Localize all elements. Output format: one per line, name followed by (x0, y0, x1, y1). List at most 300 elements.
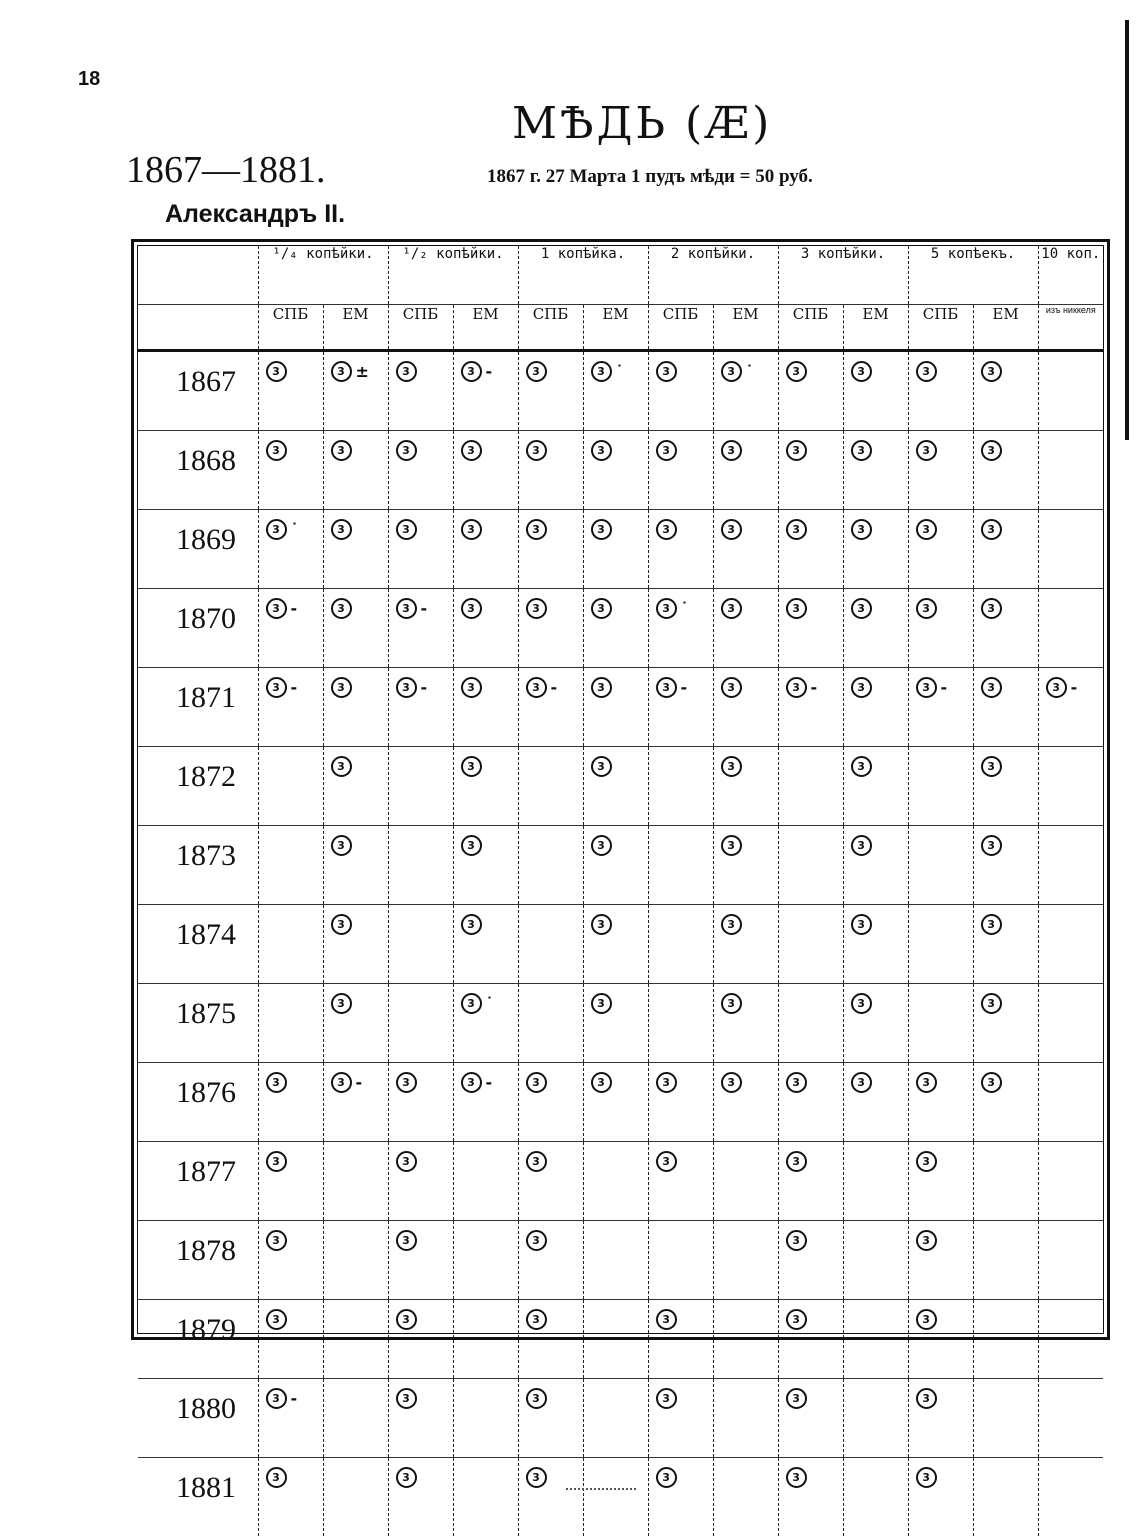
rarity-mark (981, 914, 1002, 935)
rarity-mark (591, 756, 612, 777)
rarity-mark (396, 440, 417, 461)
rarity-circle: 3 (331, 677, 352, 698)
table-cell (908, 1300, 973, 1379)
rarity-mark (461, 677, 482, 698)
mint-header: СПБ (518, 305, 583, 351)
table-cell (453, 984, 518, 1063)
rarity-circle: 3 (916, 1230, 937, 1251)
table-cell (518, 984, 583, 1063)
table-cell (908, 1142, 973, 1221)
rarity-circle: 3 (526, 440, 547, 461)
rarity-mark (266, 598, 298, 619)
table-cell (388, 1300, 453, 1379)
table-cell (388, 1458, 453, 1536)
rarity-mark (786, 1388, 807, 1409)
rarity-mark (656, 1467, 677, 1488)
rarity-circle: 3 (331, 519, 352, 540)
rarity-circle: 3 (591, 993, 612, 1014)
rarity-suffix: - (421, 599, 428, 618)
rarity-mark (786, 519, 807, 540)
mint-corner (138, 305, 258, 351)
table-cell (1038, 1379, 1103, 1458)
rarity-mark (851, 440, 872, 461)
table-cell (323, 747, 388, 826)
table-cell (908, 668, 973, 747)
rarity-circle: 3 (721, 677, 742, 698)
table-cell (323, 905, 388, 984)
rarity-mark (916, 1388, 937, 1409)
rarity-circle: 3 (656, 677, 677, 698)
table-cell (453, 351, 518, 431)
mint-header: ЕМ (583, 305, 648, 351)
rarity-mark (851, 835, 872, 856)
denomination-header: 3 копѣйки. (778, 246, 908, 305)
table-cell (453, 747, 518, 826)
table-cell (713, 431, 778, 510)
rarity-mark (461, 1072, 493, 1093)
rarity-circle: 3 (656, 1072, 677, 1093)
rarity-mark (591, 835, 612, 856)
table-cell (778, 1142, 843, 1221)
table-cell (648, 747, 713, 826)
rarity-circle: 3 (981, 440, 1002, 461)
rarity-circle: 3 (786, 598, 807, 619)
rarity-mark (851, 993, 872, 1014)
page-number: 18 (78, 68, 100, 91)
rarity-mark (396, 677, 428, 698)
rarity-mark (331, 677, 352, 698)
rarity-mark (786, 1467, 807, 1488)
rarity-mark (786, 1072, 807, 1093)
rarity-circle: 3 (526, 598, 547, 619)
table-cell (908, 1458, 973, 1536)
rarity-mark (396, 1072, 417, 1093)
table-cell (323, 1063, 388, 1142)
rarity-circle: 3 (396, 598, 417, 619)
rarity-circle: 3 (266, 1072, 287, 1093)
rarity-mark (266, 440, 287, 461)
table-cell (388, 1142, 453, 1221)
rarity-circle: 3 (916, 598, 937, 619)
table-cell (648, 510, 713, 589)
rarity-suffix: ˙ (746, 362, 754, 381)
rarity-circle: 3 (721, 519, 742, 540)
table-cell (453, 1379, 518, 1458)
table-cell (583, 1221, 648, 1300)
table-cell (453, 1221, 518, 1300)
rarity-mark (461, 440, 482, 461)
table-cell (583, 351, 648, 431)
rarity-mark (331, 440, 352, 461)
table-cell (843, 1458, 908, 1536)
mint-header: СПБ (648, 305, 713, 351)
denomination-header-row (138, 246, 1103, 305)
rarity-mark (396, 1151, 417, 1172)
rarity-mark (656, 1309, 677, 1330)
table-cell (713, 826, 778, 905)
rarity-circle: 3 (461, 519, 482, 540)
table-cell (648, 984, 713, 1063)
table-cell (648, 668, 713, 747)
rarity-circle: 3 (266, 677, 287, 698)
table-cell (973, 1063, 1038, 1142)
rarity-circle: 3 (461, 756, 482, 777)
rarity-circle: 3 (721, 1072, 742, 1093)
table-cell (323, 984, 388, 1063)
rarity-circle: 3 (786, 440, 807, 461)
rarity-circle: 3 (461, 993, 482, 1014)
table-row (138, 510, 1103, 589)
rarity-mark (656, 1151, 677, 1172)
rarity-mark (331, 835, 352, 856)
rarity-circle: 3 (331, 993, 352, 1014)
table-row (138, 747, 1103, 826)
table-cell (583, 510, 648, 589)
rarity-circle: 3 (786, 361, 807, 382)
table-cell (973, 905, 1038, 984)
table-cell (453, 589, 518, 668)
table-cell (388, 747, 453, 826)
table-cell (453, 1063, 518, 1142)
rarity-mark (851, 1072, 872, 1093)
table-cell (258, 351, 323, 431)
rarity-mark (981, 519, 1002, 540)
table-cell (518, 747, 583, 826)
rarity-suffix: - (811, 678, 818, 697)
table-cell (258, 1300, 323, 1379)
table-cell (713, 1063, 778, 1142)
rarity-circle: 3 (786, 1151, 807, 1172)
table-cell (583, 905, 648, 984)
table-cell (648, 1221, 713, 1300)
rarity-circle: 3 (266, 361, 287, 382)
table-cell (453, 905, 518, 984)
rarity-suffix: - (291, 599, 298, 618)
table-cell (323, 1458, 388, 1536)
rarity-circle: 3 (916, 1151, 937, 1172)
rarity-suffix: - (291, 678, 298, 697)
rarity-circle: 3 (331, 914, 352, 935)
table-cell (778, 1458, 843, 1536)
table-cell (388, 351, 453, 431)
rarity-suffix: ˙ (681, 599, 689, 618)
mint-header-row (138, 305, 1103, 351)
table-cell (388, 905, 453, 984)
year-cell: 1870 (138, 589, 258, 668)
table-cell (388, 1063, 453, 1142)
year-cell: 1878 (138, 1221, 258, 1300)
mint-header: СПБ (778, 305, 843, 351)
year-cell: 1881 (138, 1458, 258, 1536)
table-cell (973, 747, 1038, 826)
rarity-mark (916, 519, 937, 540)
rarity-mark (721, 440, 742, 461)
denomination-header: 5 копѣекъ. (908, 246, 1038, 305)
table-cell (323, 431, 388, 510)
table-cell (973, 1300, 1038, 1379)
rarity-circle: 3 (656, 1309, 677, 1330)
table-cell (778, 984, 843, 1063)
rarity-circle: 3 (981, 361, 1002, 382)
rarity-circle: 3 (526, 361, 547, 382)
table-cell (1038, 668, 1103, 747)
rarity-circle: 3 (656, 1467, 677, 1488)
table-cell (518, 826, 583, 905)
table-cell (648, 826, 713, 905)
rarity-mark (396, 1388, 417, 1409)
rarity-mark (461, 835, 482, 856)
table-cell (973, 668, 1038, 747)
table-cell (713, 984, 778, 1063)
rarity-mark (786, 440, 807, 461)
rarity-circle: 3 (786, 677, 807, 698)
table-cell (518, 1063, 583, 1142)
mint-header: ЕМ (453, 305, 518, 351)
table-cell (323, 668, 388, 747)
table-cell (843, 1142, 908, 1221)
table-cell (453, 1458, 518, 1536)
page-title: МѢДЬ (Æ) (512, 98, 772, 149)
rarity-mark (526, 361, 547, 382)
rarity-mark (526, 1467, 547, 1488)
table-cell (258, 431, 323, 510)
year-range: 1867—1881. (126, 148, 326, 192)
table-cell (1038, 1142, 1103, 1221)
rarity-mark (916, 677, 948, 698)
table-cell (583, 1063, 648, 1142)
ruler-name: Александръ II. (165, 200, 345, 229)
rarity-circle: 3 (591, 756, 612, 777)
rarity-circle: 3 (916, 1072, 937, 1093)
rarity-circle: 3 (461, 440, 482, 461)
denomination-header: 1 копѣйка. (518, 246, 648, 305)
table-cell (583, 1458, 648, 1536)
rarity-circle: 3 (591, 914, 612, 935)
table-cell (778, 510, 843, 589)
rarity-mark (461, 914, 482, 935)
table-cell (1038, 984, 1103, 1063)
denomination-header: 2 копѣйки. (648, 246, 778, 305)
table-cell (323, 351, 388, 431)
table-cell (778, 351, 843, 431)
table-cell (843, 1221, 908, 1300)
rarity-mark (591, 914, 612, 935)
table-cell (973, 1221, 1038, 1300)
rarity-circle: 3 (656, 519, 677, 540)
rarity-circle: 3 (396, 1151, 417, 1172)
rarity-circle: 3 (591, 361, 612, 382)
rarity-circle: 3 (981, 835, 1002, 856)
rarity-circle: 3 (266, 1230, 287, 1251)
rarity-mark (526, 1151, 547, 1172)
rarity-circle: 3 (396, 1230, 417, 1251)
table-cell (778, 905, 843, 984)
rarity-mark (721, 835, 742, 856)
rarity-mark (916, 1230, 937, 1251)
table-cell (843, 1379, 908, 1458)
rarity-circle: 3 (591, 677, 612, 698)
rarity-mark (851, 756, 872, 777)
table-cell (973, 1379, 1038, 1458)
rarity-circle: 3 (721, 361, 742, 382)
rarity-suffix: - (421, 678, 428, 697)
rarity-mark (916, 440, 937, 461)
rarity-mark (981, 756, 1002, 777)
year-cell: 1880 (138, 1379, 258, 1458)
rarity-mark (461, 993, 494, 1014)
rarity-mark (656, 598, 689, 619)
mint-header: ЕМ (323, 305, 388, 351)
table-row (138, 1221, 1103, 1300)
table-cell (648, 351, 713, 431)
table-cell (778, 1379, 843, 1458)
rarity-mark (591, 1072, 612, 1093)
table-cell (323, 1379, 388, 1458)
table-cell (518, 589, 583, 668)
rarity-mark (981, 835, 1002, 856)
table-cell (973, 589, 1038, 668)
denomination-header: ¹/₂ копѣйки. (388, 246, 518, 305)
table-cell (778, 1063, 843, 1142)
rarity-mark (981, 1072, 1002, 1093)
rarity-suffix: ˙ (616, 362, 624, 381)
rarity-circle: 3 (396, 1388, 417, 1409)
table-cell (258, 984, 323, 1063)
rarity-circle: 3 (526, 1467, 547, 1488)
rarity-mark (526, 677, 558, 698)
table-row (138, 826, 1103, 905)
table-cell (778, 826, 843, 905)
table-cell (648, 1458, 713, 1536)
rarity-mark (461, 519, 482, 540)
rarity-circle: 3 (526, 1230, 547, 1251)
table-cell (583, 668, 648, 747)
rarity-mark (786, 361, 807, 382)
mint-header: ЕМ (843, 305, 908, 351)
year-cell: 1876 (138, 1063, 258, 1142)
table-cell (778, 1300, 843, 1379)
table-cell (908, 1221, 973, 1300)
table-cell (388, 668, 453, 747)
rarity-circle: 3 (461, 835, 482, 856)
rarity-circle: 3 (526, 519, 547, 540)
rarity-suffix: ± (356, 362, 369, 381)
year-cell: 1872 (138, 747, 258, 826)
table-cell (518, 431, 583, 510)
rarity-circle: 3 (786, 1230, 807, 1251)
table-cell (713, 668, 778, 747)
rarity-circle: 3 (591, 835, 612, 856)
table-cell (583, 1142, 648, 1221)
rarity-mark (266, 519, 299, 540)
table-cell (648, 1142, 713, 1221)
table-cell (778, 747, 843, 826)
rarity-circle: 3 (916, 361, 937, 382)
table-cell (908, 510, 973, 589)
rarity-mark (981, 361, 1002, 382)
rarity-mark (591, 677, 612, 698)
year-cell: 1868 (138, 431, 258, 510)
rarity-circle: 3 (591, 1072, 612, 1093)
rarity-mark (396, 1467, 417, 1488)
table-cell (843, 905, 908, 984)
table-cell (583, 826, 648, 905)
rarity-mark (981, 993, 1002, 1014)
rarity-mark (266, 1072, 287, 1093)
table-cell (713, 1300, 778, 1379)
rarity-mark (526, 1388, 547, 1409)
table-cell (258, 747, 323, 826)
rarity-circle: 3 (786, 1309, 807, 1330)
table-cell (323, 510, 388, 589)
table-cell (453, 1300, 518, 1379)
rarity-mark (331, 361, 369, 382)
rarity-circle: 3 (266, 519, 287, 540)
table-cell (973, 984, 1038, 1063)
rarity-suffix: - (681, 678, 688, 697)
rarity-mark (461, 361, 493, 382)
rarity-mark (851, 914, 872, 935)
rarity-circle: 3 (396, 519, 417, 540)
table-cell (1038, 1063, 1103, 1142)
rarity-circle: 3 (916, 1309, 937, 1330)
table-cell (843, 1063, 908, 1142)
rarity-circle: 3 (851, 835, 872, 856)
table-cell (518, 1379, 583, 1458)
table-cell (713, 510, 778, 589)
table-cell (1038, 431, 1103, 510)
table-cell (648, 589, 713, 668)
table-cell (908, 431, 973, 510)
rarity-circle: 3 (591, 440, 612, 461)
year-cell: 1867 (138, 351, 258, 431)
rarity-mark (266, 1467, 287, 1488)
rarity-circle: 3 (526, 1309, 547, 1330)
rarity-mark (721, 993, 742, 1014)
rarity-circle: 3 (396, 361, 417, 382)
rarity-circle: 3 (851, 1072, 872, 1093)
rarity-suffix: - (551, 678, 558, 697)
table-cell (843, 1300, 908, 1379)
table-cell (973, 351, 1038, 431)
rarity-circle: 3 (656, 598, 677, 619)
rarity-mark (331, 598, 352, 619)
rarity-circle: 3 (526, 1151, 547, 1172)
table-cell (1038, 1221, 1103, 1300)
table-cell (518, 1458, 583, 1536)
table-cell (973, 1458, 1038, 1536)
table-cell (908, 905, 973, 984)
table-cell (388, 431, 453, 510)
table-row (138, 1300, 1103, 1379)
table-cell (258, 668, 323, 747)
rarity-suffix: - (291, 1389, 298, 1408)
rarity-mark (266, 361, 287, 382)
rarity-circle: 3 (461, 914, 482, 935)
table-cell (778, 668, 843, 747)
table-cell (843, 668, 908, 747)
year-cell: 1873 (138, 826, 258, 905)
table-cell (713, 1221, 778, 1300)
mint-header: СПБ (258, 305, 323, 351)
rarity-mark (786, 1309, 807, 1330)
rarity-mark (721, 756, 742, 777)
rarity-mark (526, 440, 547, 461)
table-cell (1038, 589, 1103, 668)
rarity-mark (331, 519, 352, 540)
rarity-mark (916, 361, 937, 382)
rarity-circle: 3 (851, 361, 872, 382)
